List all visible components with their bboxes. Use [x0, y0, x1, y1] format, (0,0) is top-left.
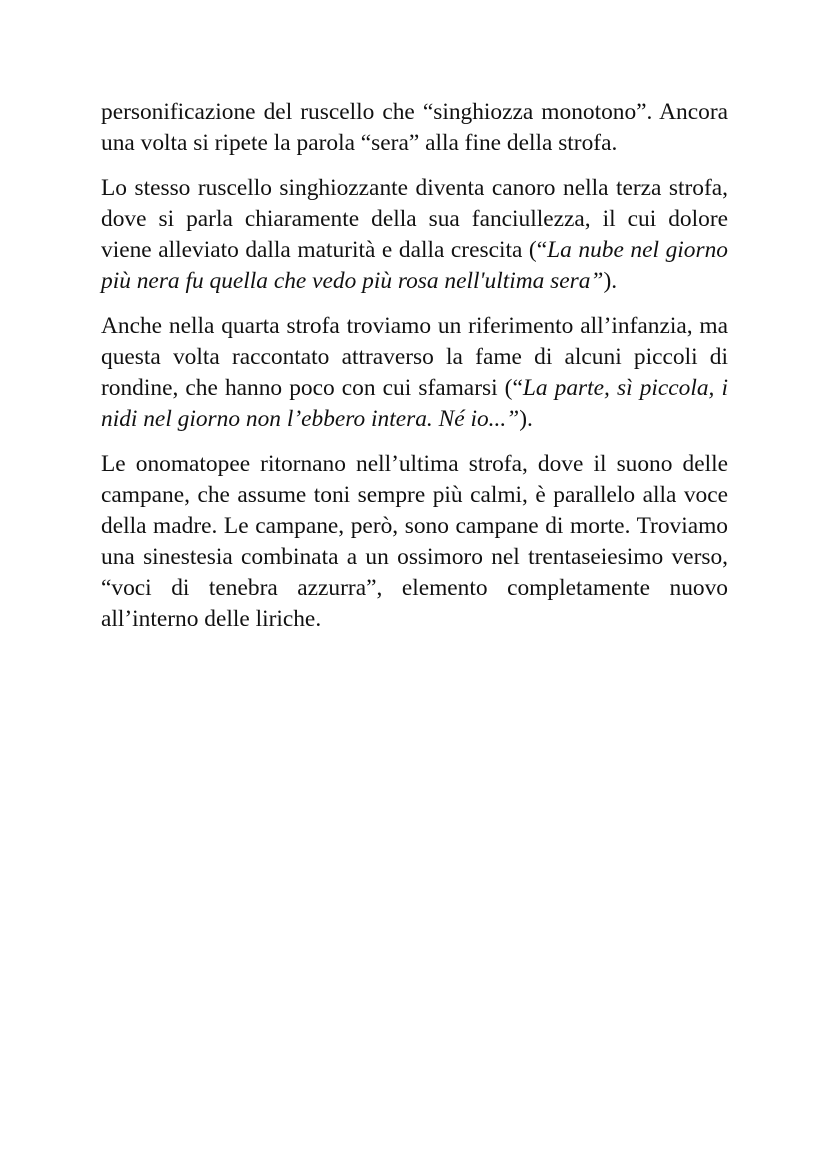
paragraph-3-quote: La parte, sì piccola, i nidi nel giorno non l’ebbero intera. Né io...”	[101, 375, 728, 432]
paragraph-4	[101, 449, 728, 635]
paragraph-2	[101, 173, 728, 297]
paragraph-3-closing: ).	[519, 406, 533, 432]
paragraph-1-text: personificazione del ruscello che “singhiozza monotono”. Ancora una volta si ripete la parola “sera” alla fine della strofa.	[101, 99, 728, 156]
document-page	[101, 97, 728, 649]
paragraph-1	[101, 97, 728, 159]
paragraph-3	[101, 311, 728, 435]
paragraph-2-quote: La nube nel giorno più nera fu quella che vedo più rosa nell'ultima sera”	[101, 237, 728, 294]
paragraph-2-text: Lo stesso ruscello singhiozzante diventa canoro nella terza strofa, dove si parla chiaramente della sua fanciullezza, il cui dolore viene alleviato dalla maturità e dalla crescita (“	[101, 175, 728, 263]
paragraph-3-text: Anche nella quarta strofa troviamo un riferimento all’infanzia, ma questa volta raccontato attraverso la fame di alcuni piccoli di rondine, che hanno poco con cui sfamarsi (“	[101, 313, 728, 401]
paragraph-2-closing: ).	[603, 268, 618, 294]
paragraph-4-text: Le onomatopee ritornano nell’ultima strofa, dove il suono delle campane, che assume toni sempre più calmi, è parallelo alla voce della madre. Le campane, però, sono campane di morte. Troviamo una sinestesia combinata a un ossimoro nel trentaseiesimo verso, “voci di tenebra azzurra”, elemento completamente nuovo all’interno delle liriche.	[101, 451, 728, 632]
